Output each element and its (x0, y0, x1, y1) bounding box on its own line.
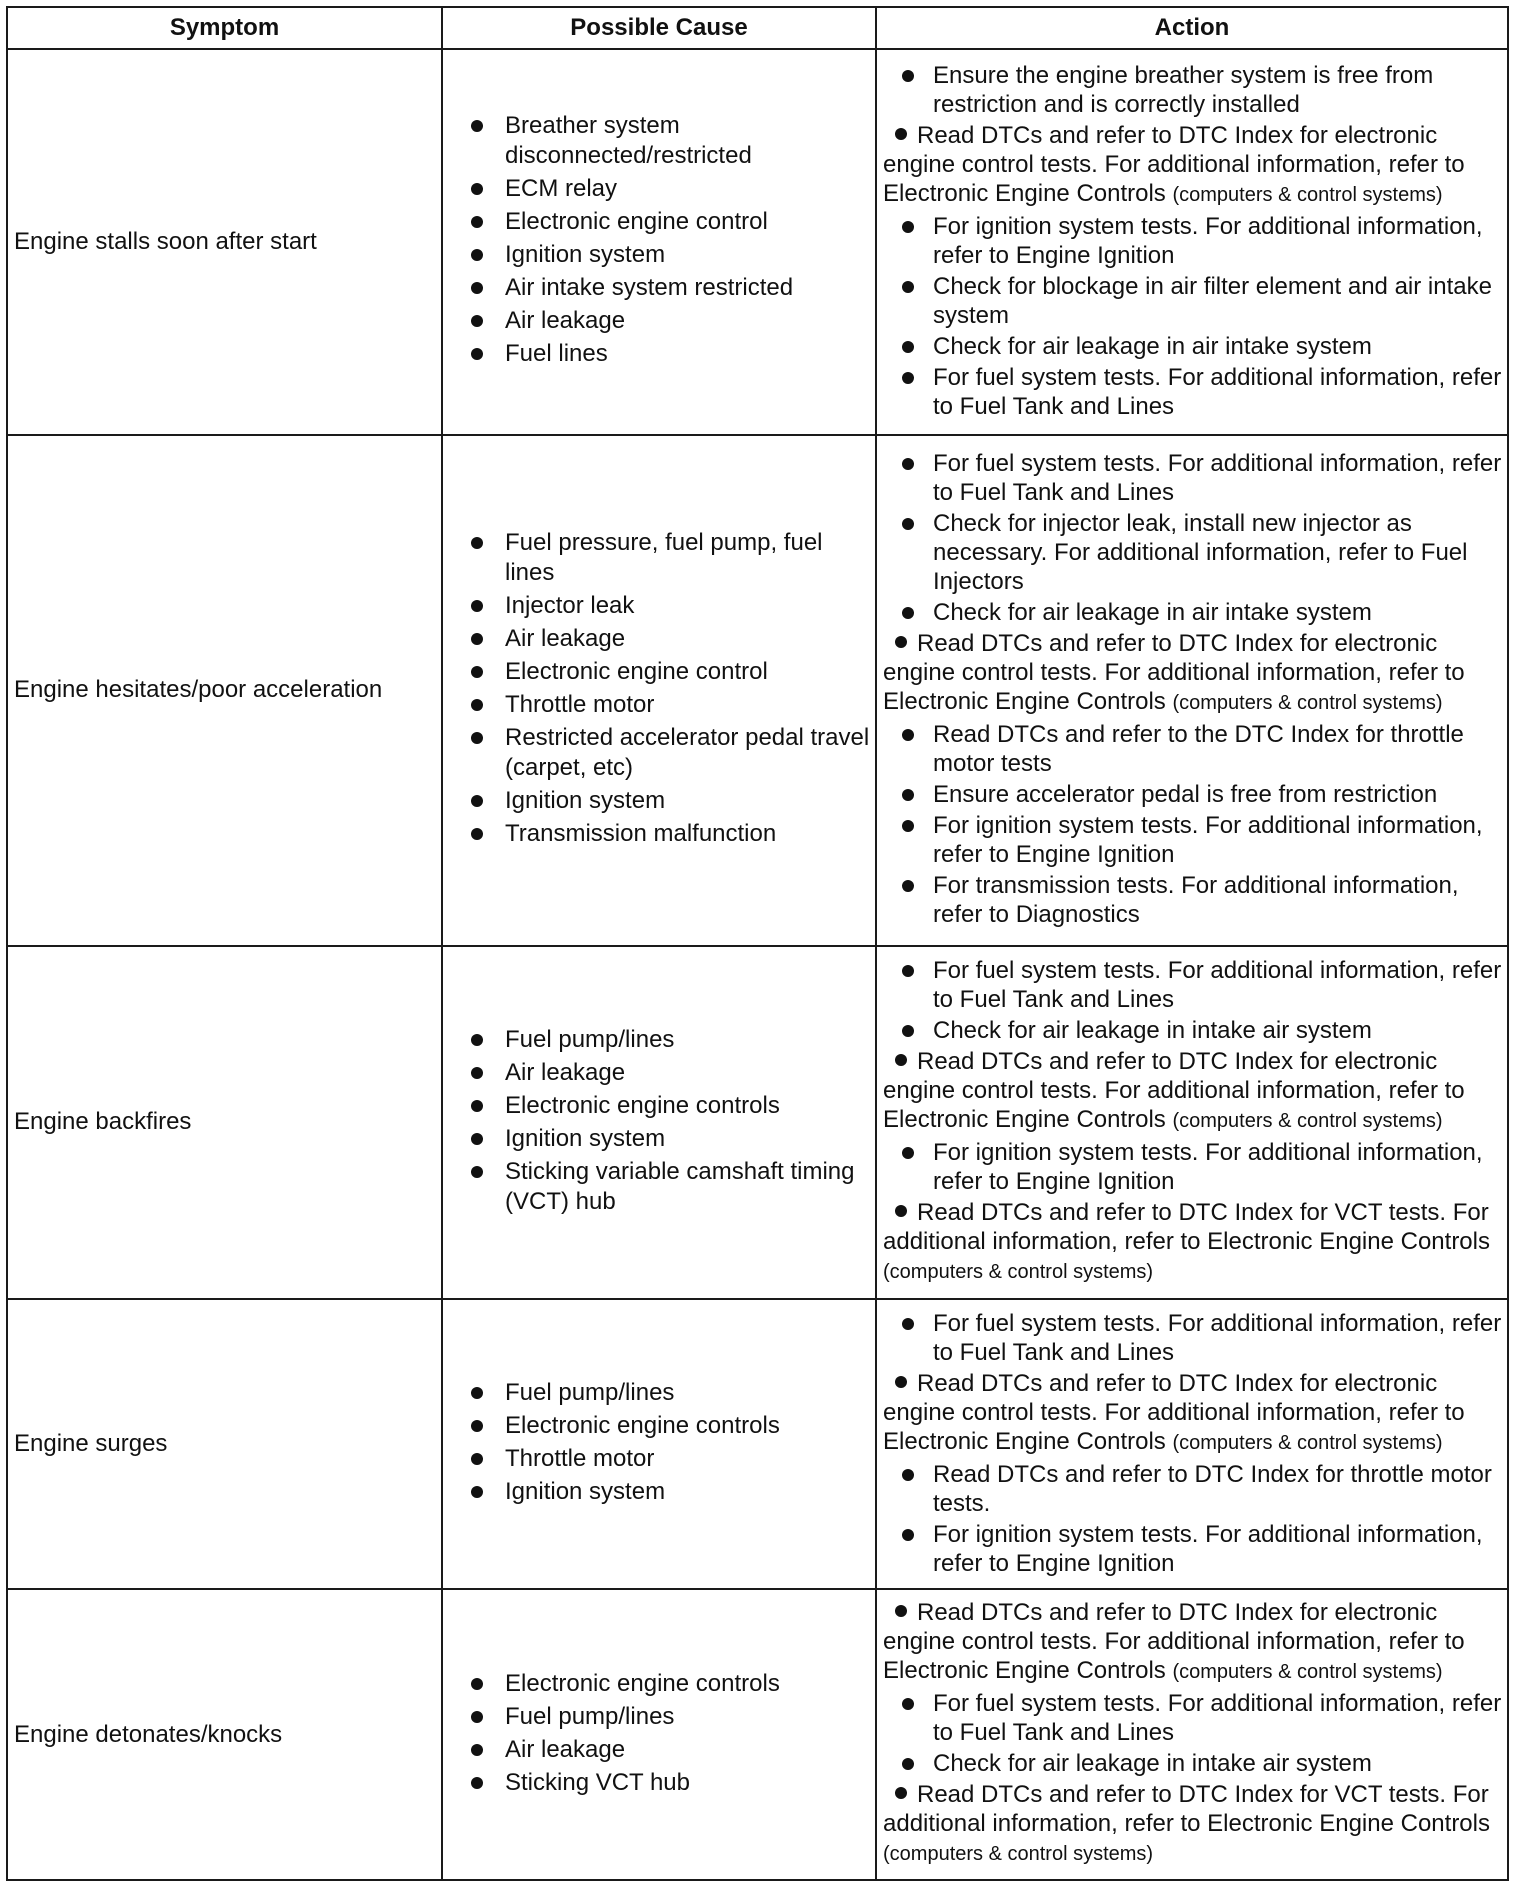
header-row (7, 7, 1508, 49)
table-row (7, 946, 1508, 1299)
action-cell (876, 1299, 1508, 1590)
action-note: (computers & control systems) (1172, 692, 1443, 715)
cause-item: Ignition system (471, 786, 875, 816)
cause-item: Electronic engine control (471, 207, 875, 237)
symptom-cell: Engine backfires (7, 946, 442, 1299)
action-text: Read DTCs and refer to DTC Index for electronic engine control tests. For additional information, refer to Electronic Engine Controls (883, 1047, 1465, 1133)
action-text: Ensure accelerator pedal is free from restriction (933, 781, 1438, 809)
action-item (877, 720, 1507, 778)
action-text: For fuel system tests. For additional information, refer to Fuel Tank and Lines (933, 1690, 1502, 1747)
cause-item: Throttle motor (471, 690, 875, 720)
cause-item: Breather system disconnected/restricted (471, 111, 875, 171)
action-item (877, 1520, 1507, 1578)
possible-cause-cell (442, 1589, 876, 1880)
cause-item: Air leakage (471, 306, 875, 336)
action-text: For fuel system tests. For additional information, refer to Fuel Tank and Lines (933, 450, 1502, 507)
cause-item: Electronic engine controls (471, 1411, 875, 1441)
action-text: Read DTCs and refer to DTC Index for VCT tests. For additional information, refer to Electronic Engine Controls (883, 1198, 1490, 1255)
symptom-cell: Engine surges (7, 1299, 442, 1590)
action-text: For ignition system tests. For additional information, refer to Engine Ignition (933, 1520, 1483, 1577)
action-item (877, 629, 1507, 718)
cause-item: Fuel pressure, fuel pump, fuel lines (471, 528, 875, 588)
cause-item: Air leakage (471, 1058, 875, 1088)
cause-list (443, 1378, 875, 1507)
action-note: (computers & control systems) (883, 1843, 1154, 1866)
table-body (7, 49, 1508, 1880)
cause-item: Throttle motor (471, 1444, 875, 1474)
cause-item: Ignition system (471, 1477, 875, 1507)
action-text: Read DTCs and refer to DTC Index for electronic engine control tests. For additional information, refer to Electronic Engine Controls (883, 121, 1465, 207)
cause-list (443, 1025, 875, 1217)
action-item (877, 780, 1507, 809)
table-row (7, 1299, 1508, 1590)
action-text: Read DTCs and refer to DTC Index for electronic engine control tests. For additional information, refer to Electronic Engine Controls (883, 1599, 1465, 1685)
symptom-cell: Engine detonates/knocks (7, 1589, 442, 1880)
action-text: For ignition system tests. For additional information, refer to Engine Ignition (933, 1138, 1483, 1195)
bullet-icon (895, 636, 907, 648)
cause-item: Ignition system (471, 1124, 875, 1154)
action-item (877, 449, 1507, 507)
action-text: For ignition system tests. For additional information, refer to Engine Ignition (933, 812, 1483, 869)
action-item (877, 272, 1507, 330)
action-header: Action (876, 7, 1508, 49)
bullet-icon (895, 128, 907, 140)
action-item (877, 811, 1507, 869)
table-row (7, 1589, 1508, 1880)
bullet-icon (895, 1376, 907, 1388)
cause-item: Electronic engine control (471, 657, 875, 687)
cause-item: Air leakage (471, 1735, 875, 1765)
action-note: (computers & control systems) (1172, 183, 1443, 206)
possible-cause-cell (442, 946, 876, 1299)
cause-item: Transmission malfunction (471, 819, 875, 849)
cause-item: Fuel pump/lines (471, 1702, 875, 1732)
action-item (877, 212, 1507, 270)
possible-cause-cell (442, 49, 876, 435)
action-cell (876, 435, 1508, 946)
action-item (877, 1198, 1507, 1287)
action-text: Check for air leakage in air intake system (933, 332, 1372, 360)
action-text: For transmission tests. For additional information, refer to Diagnostics (933, 872, 1459, 929)
table-row (7, 435, 1508, 946)
action-note: (computers & control systems) (883, 1260, 1154, 1283)
action-text: For fuel system tests. For additional information, refer to Fuel Tank and Lines (933, 363, 1502, 420)
action-text: Read DTCs and refer to DTC Index for VCT tests. For additional information, refer to Electronic Engine Controls (883, 1781, 1490, 1838)
action-text: Check for air leakage in intake air system (933, 1016, 1372, 1044)
cause-item: Injector leak (471, 591, 875, 621)
action-text: Check for injector leak, install new injector as necessary. For additional information, refer to Fuel Injectors (933, 510, 1468, 596)
action-item (877, 332, 1507, 361)
cause-item: Fuel pump/lines (471, 1025, 875, 1055)
cause-list (443, 528, 875, 849)
symptom-header: Symptom (7, 7, 442, 49)
action-item (877, 871, 1507, 929)
action-text: Read DTCs and refer to DTC Index for throttle motor tests. (933, 1460, 1492, 1517)
action-text: For fuel system tests. For additional information, refer to Fuel Tank and Lines (933, 1309, 1502, 1366)
action-text: For fuel system tests. For additional information, refer to Fuel Tank and Lines (933, 956, 1502, 1013)
cause-item: Air leakage (471, 624, 875, 654)
action-item (877, 509, 1507, 596)
action-cell (876, 49, 1508, 435)
action-text: Read DTCs and refer to DTC Index for electronic engine control tests. For additional information, refer to Electronic Engine Controls (883, 630, 1465, 716)
action-item (877, 1598, 1507, 1687)
cause-item: ECM relay (471, 174, 875, 204)
action-note: (computers & control systems) (1172, 1661, 1443, 1684)
bullet-icon (895, 1205, 907, 1217)
cause-item: Sticking variable camshaft timing (VCT) hub (471, 1157, 875, 1217)
bullet-icon (895, 1605, 907, 1617)
action-item (877, 1460, 1507, 1518)
action-text: Check for air leakage in air intake system (933, 599, 1372, 627)
action-item (877, 61, 1507, 119)
possible-cause-cell (442, 1299, 876, 1590)
action-item (877, 956, 1507, 1014)
action-item (877, 1309, 1507, 1367)
action-note: (computers & control systems) (1172, 1431, 1443, 1454)
action-text: Check for blockage in air filter element and air intake system (933, 272, 1492, 329)
diagnostic-table (6, 6, 1509, 1881)
action-item (877, 1780, 1507, 1869)
action-text: Read DTCs and refer to DTC Index for electronic engine control tests. For additional information, refer to Electronic Engine Controls (883, 1369, 1465, 1455)
table-row (7, 49, 1508, 435)
action-item (877, 1749, 1507, 1778)
action-item (877, 363, 1507, 421)
action-text: Read DTCs and refer to the DTC Index for throttle motor tests (933, 721, 1464, 778)
cause-list (443, 1669, 875, 1798)
action-note: (computers & control systems) (1172, 1109, 1443, 1132)
cause-item: Air intake system restricted (471, 273, 875, 303)
cause-item: Electronic engine controls (471, 1669, 875, 1699)
action-cell (876, 946, 1508, 1299)
action-item (877, 598, 1507, 627)
action-item (877, 121, 1507, 210)
cause-item: Fuel pump/lines (471, 1378, 875, 1408)
symptom-cell: Engine stalls soon after start (7, 49, 442, 435)
cause-item: Sticking VCT hub (471, 1768, 875, 1798)
action-item (877, 1016, 1507, 1045)
action-item (877, 1047, 1507, 1136)
action-item (877, 1138, 1507, 1196)
possible-cause-cell (442, 435, 876, 946)
action-cell (876, 1589, 1508, 1880)
action-text: Check for air leakage in intake air system (933, 1750, 1372, 1778)
cause-item: Restricted accelerator pedal travel (carpet, etc) (471, 723, 875, 783)
cause-list (443, 111, 875, 369)
cause-item: Ignition system (471, 240, 875, 270)
bullet-icon (895, 1787, 907, 1799)
cause-item: Electronic engine controls (471, 1091, 875, 1121)
action-item (877, 1689, 1507, 1747)
bullet-icon (895, 1054, 907, 1066)
symptom-cell: Engine hesitates/poor acceleration (7, 435, 442, 946)
action-item (877, 1369, 1507, 1458)
action-text: Ensure the engine breather system is free from restriction and is correctly installed (933, 61, 1434, 118)
cause-item: Fuel lines (471, 339, 875, 369)
possible-cause-header: Possible Cause (442, 7, 876, 49)
action-text: For ignition system tests. For additional information, refer to Engine Ignition (933, 212, 1483, 269)
